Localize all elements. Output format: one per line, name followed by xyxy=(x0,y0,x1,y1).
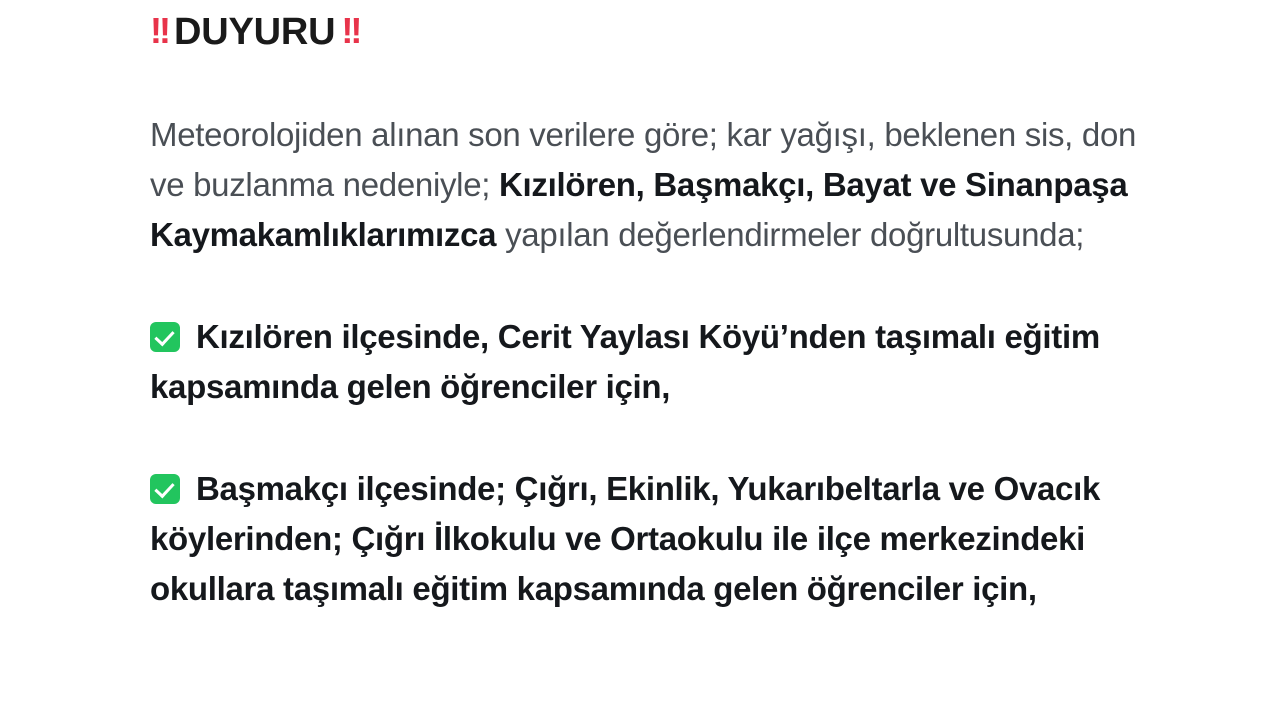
list-item xyxy=(150,312,1150,412)
intro-paragraph xyxy=(150,110,1150,260)
page-title xyxy=(150,0,1150,58)
document-content xyxy=(150,0,1150,647)
list-item xyxy=(150,464,1150,614)
intro-run-1: Meteorolojiden alınan son verilere göre; kar yağışı, beklenen sis, don ve buzlanma nedeniyle; xyxy=(150,116,1137,203)
intro-run-2-bold: Kızılören, Başmakçı, Bayat ve Sinanpaşa Kaymakamlıklarımızca xyxy=(150,166,1128,253)
double-exclamation-icon-left: !! xyxy=(150,10,168,51)
green-check-icon xyxy=(150,474,180,504)
intro-run-3: yapılan değerlendirmeler doğrultusunda; xyxy=(496,216,1085,253)
list-item-text: Kızılören ilçesinde, Cerit Yaylası Köyü’nden taşımalı eğitim kapsamında gelen öğrenciler için, xyxy=(150,318,1100,405)
list-item-text: Başmakçı ilçesinde; Çığrı, Ekinlik, Yukarıbeltarla ve Ovacık köylerinden; Çığrı İlkokulu ve Ortaokulu ile ilçe merkezindeki okullara taşımalı eğitim kapsamında gelen öğrenciler için, xyxy=(150,470,1101,607)
double-exclamation-icon-right: !! xyxy=(341,10,360,51)
page-title-text: DUYURU xyxy=(173,11,336,53)
green-check-icon xyxy=(150,322,180,352)
